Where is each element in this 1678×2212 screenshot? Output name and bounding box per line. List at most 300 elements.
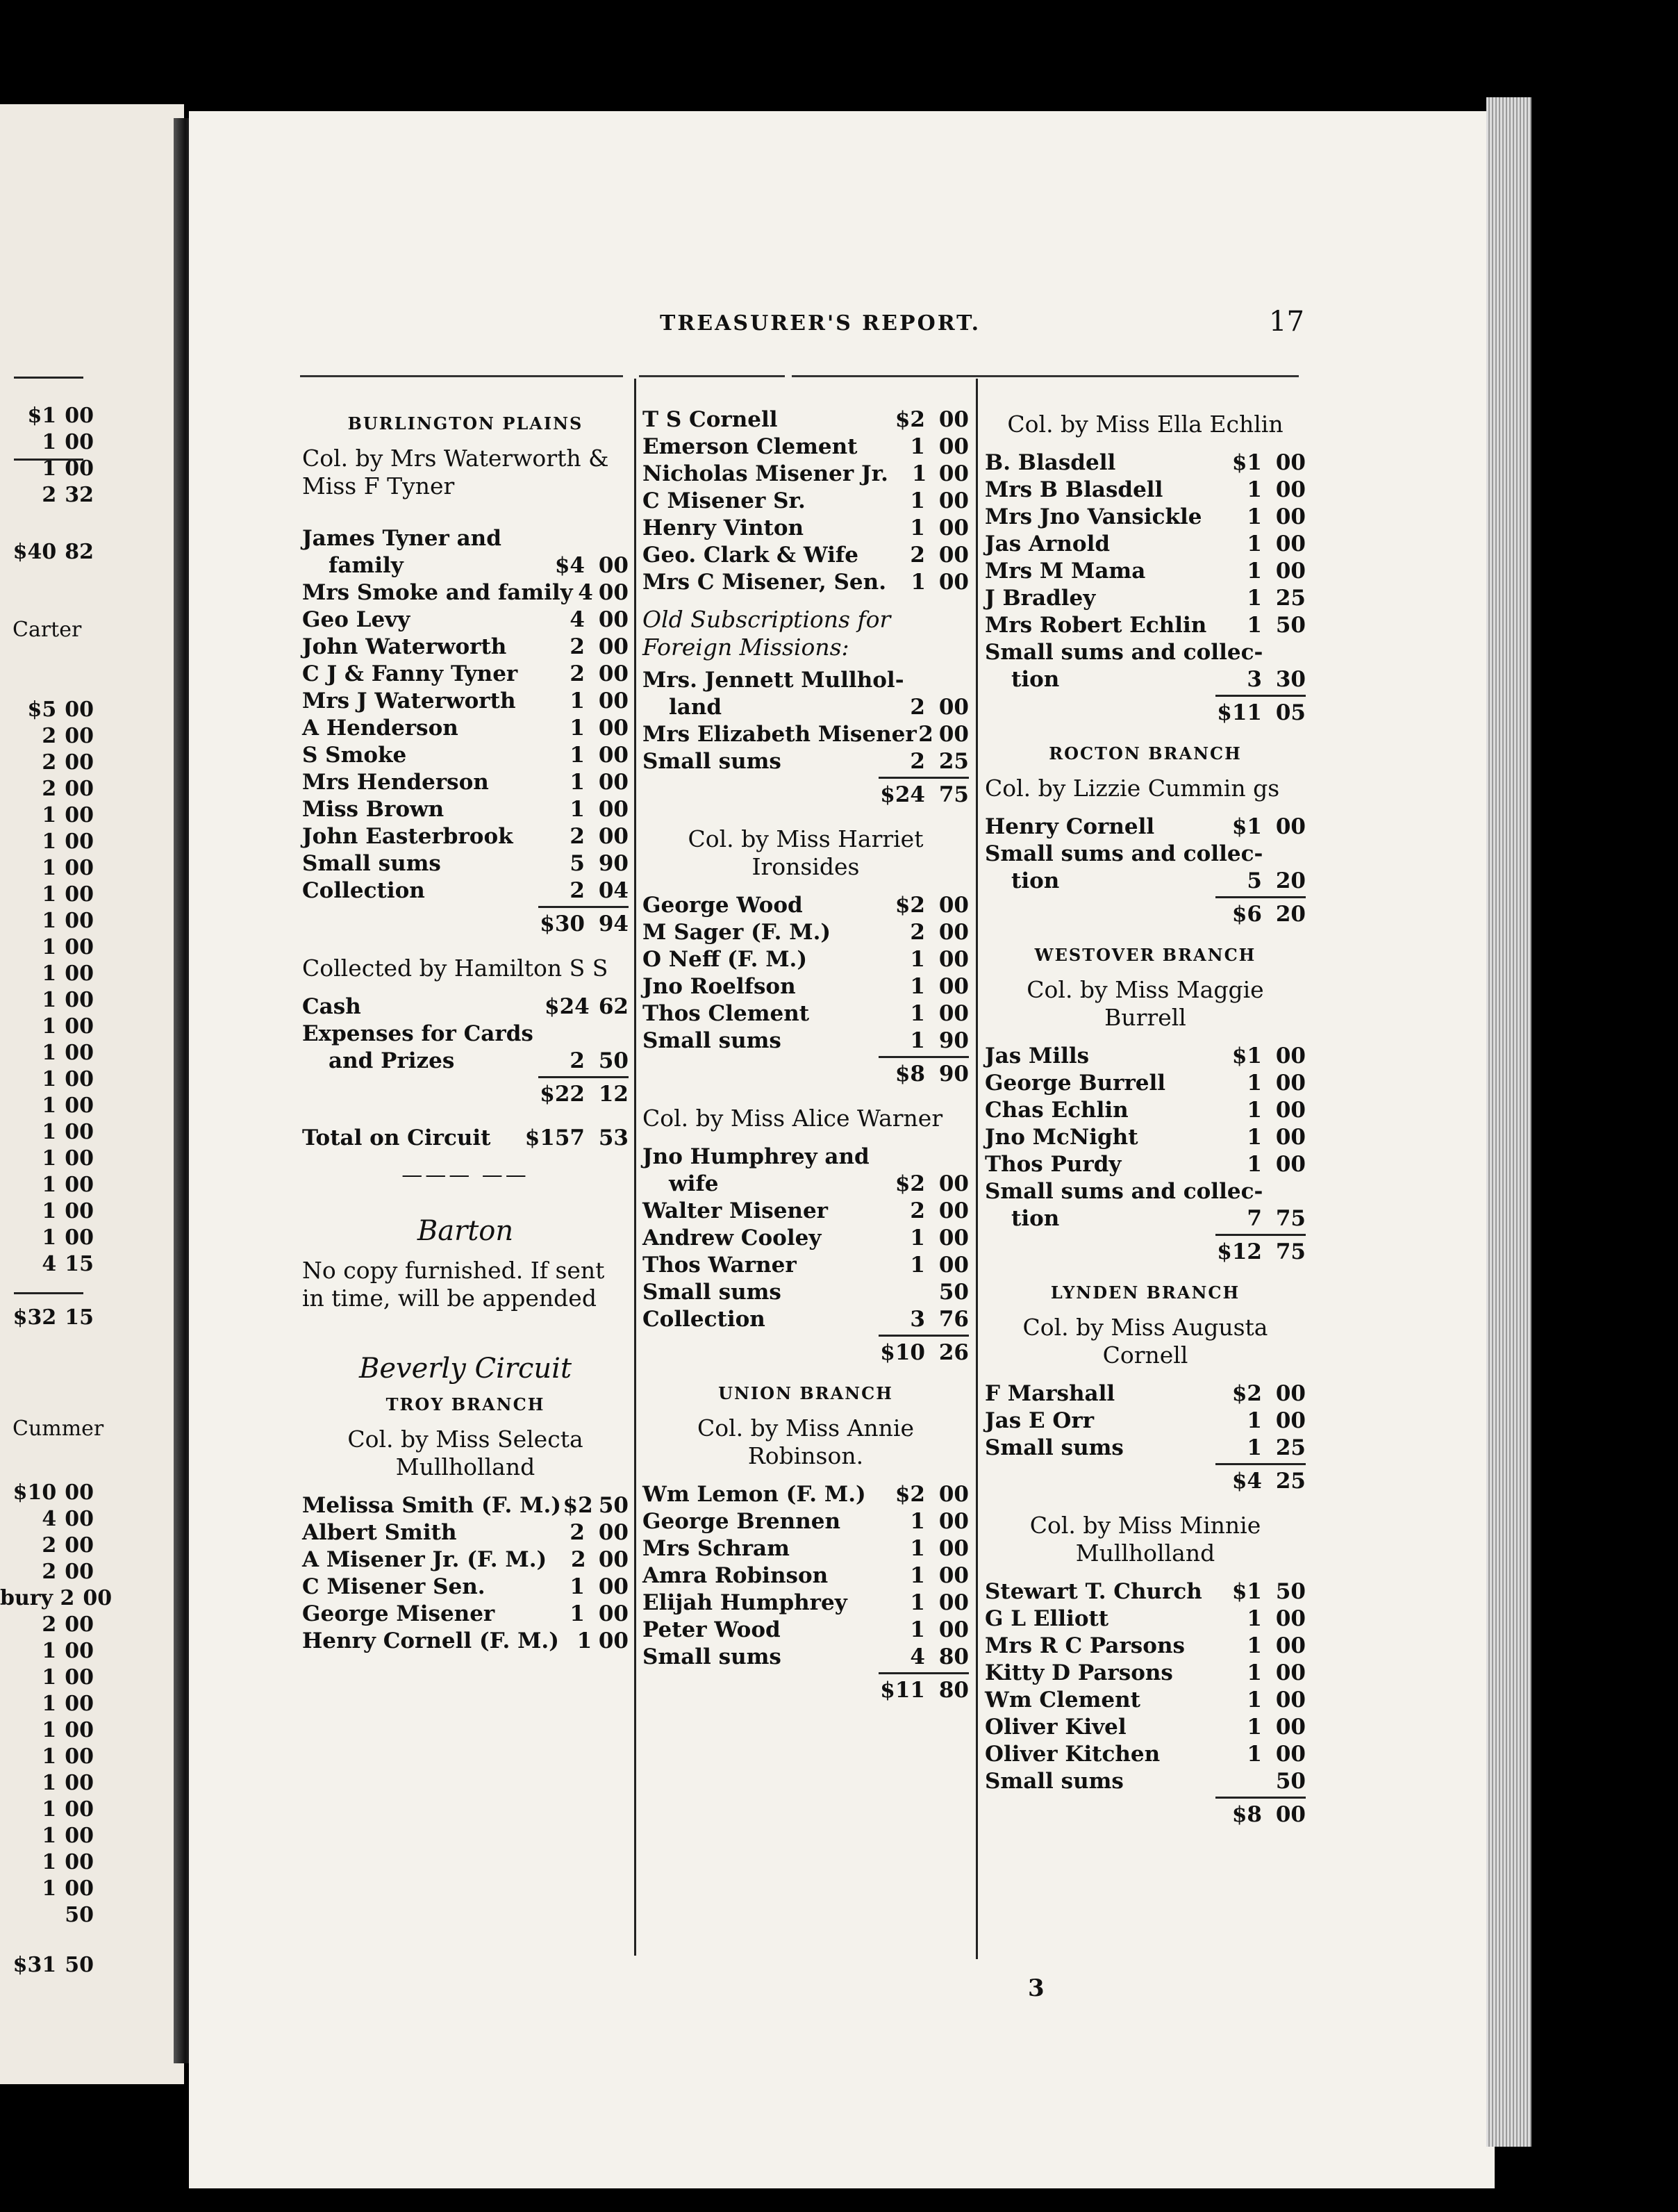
- section-westover-branch: WESTOVER BRANCH: [1034, 945, 1256, 965]
- left-amount-cents: 00: [65, 1093, 94, 1118]
- section-union-branch: UNION BRANCH: [718, 1383, 893, 1403]
- left-amount-dollars: 1: [42, 988, 57, 1012]
- ledger-entry: [985, 814, 1306, 841]
- entry-cents: 00: [938, 407, 969, 432]
- entry-name: T S Cornell: [642, 407, 778, 432]
- ledger-entry: [985, 504, 1306, 531]
- ledger-entry: [302, 1574, 629, 1601]
- entry-name: M Sager (F. M.): [642, 920, 831, 945]
- entry-name: Mrs Robert Echlin: [985, 613, 1207, 638]
- left-amount-dollars: $1: [27, 404, 57, 428]
- left-amount-cents: 00: [65, 1824, 94, 1848]
- entry-cents: 00: [1275, 477, 1306, 502]
- left-amount: [0, 776, 94, 802]
- left-amount-cents: 00: [65, 1014, 94, 1039]
- entry-cents: 00: [598, 743, 629, 768]
- ledger-entry: [642, 406, 969, 434]
- entry-name: Henry Cornell (F. M.): [302, 1628, 559, 1653]
- entry-cents: 00: [1275, 1715, 1306, 1740]
- entry-dollars: 2: [570, 824, 585, 849]
- left-amount: [0, 987, 94, 1014]
- left-amount: [0, 750, 94, 776]
- entry-name: Elijah Humphrey: [642, 1590, 847, 1615]
- entry-name: Geo Levy: [302, 607, 410, 632]
- entry-dollars: $1: [1231, 814, 1262, 839]
- left-amount-dollars: 1: [42, 1225, 57, 1250]
- ledger-entry: [642, 721, 969, 748]
- ledger-entry: [642, 892, 969, 919]
- entry-cents: 00: [598, 1574, 629, 1599]
- entry-name: tion: [1011, 868, 1060, 893]
- entry-dollars: $2: [895, 1482, 925, 1507]
- left-amount-dollars: 1: [42, 961, 57, 986]
- ledger-entry: [985, 612, 1306, 639]
- entry-name: George Brennen: [642, 1509, 840, 1534]
- total-union: $11 80: [642, 1676, 969, 1704]
- left-amount-cents: 00: [65, 1480, 94, 1505]
- entry-dollars: 1: [910, 1001, 925, 1026]
- entry-name: Amra Robinson: [642, 1563, 829, 1588]
- entry-name: Henry Cornell: [985, 814, 1155, 839]
- column-3: [985, 406, 1306, 1845]
- entry-cents: 00: [598, 824, 629, 849]
- ledger-entry: [642, 919, 969, 946]
- left-amount-dollars: $10: [13, 1480, 57, 1505]
- ledger-entry: [985, 1741, 1306, 1768]
- entry-dollars: 2: [910, 920, 925, 945]
- entry-cents: 00: [938, 1509, 969, 1534]
- total-ironsides: $8 90: [642, 1060, 969, 1088]
- entry-name: Oliver Kivel: [985, 1715, 1127, 1740]
- left-amount-cents: 00: [65, 830, 94, 854]
- ledger-entry: [302, 742, 629, 769]
- left-amount-cents: 00: [65, 1560, 94, 1584]
- ledger-entry: [302, 606, 629, 634]
- left-amount: [0, 829, 94, 855]
- ledger-entry: [642, 748, 969, 775]
- entry-cents: 00: [938, 1171, 969, 1196]
- ledger-entry: [985, 1660, 1306, 1687]
- left-amount-cents: 00: [65, 1718, 94, 1742]
- total-hamilton: $22 12: [302, 1080, 629, 1108]
- entry-cents: 00: [598, 1520, 629, 1545]
- ledger-entry: [985, 841, 1306, 868]
- entry-name: Mrs. Jennett Mullhol-: [642, 668, 904, 693]
- entry-cents: 00: [1275, 1660, 1306, 1685]
- ledger-entry: [642, 1225, 969, 1252]
- entry-name: J Bradley: [985, 586, 1096, 611]
- left-amount-cents: 15: [65, 1252, 94, 1276]
- entry-name: John Easterbrook: [302, 824, 513, 849]
- ledger-entry: [302, 1048, 629, 1075]
- ledger-entry: [302, 715, 629, 742]
- ledger-entry: [302, 634, 629, 661]
- ledger-entry: [985, 1633, 1306, 1660]
- entry-cents: 00: [598, 688, 629, 713]
- left-amount-cents: 00: [65, 1507, 94, 1531]
- entry-name: Cash: [302, 994, 361, 1019]
- entry-cents: 50: [598, 1493, 629, 1518]
- entry-cents: 00: [598, 1628, 629, 1653]
- ledger-entry: [985, 1070, 1306, 1097]
- entry-cents: 04: [598, 878, 629, 903]
- ledger-entry: [985, 1578, 1306, 1606]
- entry-name: Small sums: [642, 1644, 781, 1669]
- entry-cents: 00: [1275, 1381, 1306, 1406]
- entry-dollars: 1: [910, 434, 925, 459]
- left-amount-cents: 00: [65, 724, 94, 748]
- entry-cents: 00: [938, 461, 969, 486]
- ledger-entry: [302, 688, 629, 715]
- left-amount-dollars: 1: [42, 1041, 57, 1065]
- entry-name: George Misener: [302, 1601, 495, 1626]
- left-amount: [0, 1480, 94, 1506]
- entry-dollars: 3: [910, 1307, 925, 1332]
- left-amount-cents: 00: [65, 430, 94, 454]
- entry-cents: 00: [1275, 531, 1306, 556]
- left-amount-dollars: 1: [42, 1639, 57, 1663]
- ledger-entry: [642, 667, 969, 694]
- left-amount-dollars: 1: [42, 830, 57, 854]
- left-amount: [0, 802, 94, 829]
- entry-cents: 00: [938, 1198, 969, 1223]
- entry-cents: 00: [938, 947, 969, 972]
- entry-dollars: 1: [570, 1574, 585, 1599]
- left-amount-dollars: $40: [13, 540, 57, 564]
- entry-name: John Waterworth: [302, 634, 507, 659]
- col-by-mullholland: Col. by Miss Selecta Mullholland: [347, 1426, 583, 1480]
- entry-dollars: 1: [570, 1601, 585, 1626]
- entry-dollars: 4: [910, 1644, 925, 1669]
- entry-dollars: 1: [1247, 1098, 1262, 1123]
- left-amount-dollars: 1: [42, 430, 57, 454]
- entry-cents: 00: [938, 434, 969, 459]
- ledger-entry: [642, 1000, 969, 1027]
- entry-name: Collection: [302, 878, 425, 903]
- entry-dollars: 1: [910, 1590, 925, 1615]
- entry-name: Mrs Henderson: [302, 770, 489, 795]
- left-amount-cents: 00: [65, 1120, 94, 1144]
- entries-ironsides: [642, 892, 969, 1055]
- ledger-entry: [642, 461, 969, 488]
- entry-dollars: $4: [554, 553, 585, 578]
- ledger-entry: [642, 1481, 969, 1508]
- entry-dollars: $1: [1231, 1579, 1262, 1604]
- left-amount-dollars: 1: [42, 1718, 57, 1742]
- entries-minnie-mullholland: [985, 1578, 1306, 1795]
- entry-name: Andrew Cooley: [642, 1225, 822, 1251]
- left-amount-cents: 00: [65, 1173, 94, 1197]
- entry-cents: 00: [598, 1547, 629, 1572]
- entry-dollars: 1: [911, 461, 927, 486]
- left-amount-cents: 00: [65, 777, 94, 801]
- entry-cents: 20: [1275, 868, 1306, 893]
- left-amount: [0, 1952, 94, 1979]
- left-amount-dollars: 1: [42, 1692, 57, 1716]
- entry-dollars: 1: [910, 488, 925, 513]
- entry-name: Small sums: [642, 1028, 781, 1053]
- entry-cents: 00: [938, 974, 969, 999]
- left-amount-cents: 00: [65, 856, 94, 880]
- entry-name: C Misener Sr.: [642, 488, 806, 513]
- left-amount: [0, 429, 94, 456]
- entry-name: Mrs Schram: [642, 1536, 790, 1561]
- left-amount: [0, 697, 94, 723]
- left-amount: [0, 882, 94, 908]
- ledger-entry: [642, 488, 969, 515]
- left-total-rule: [14, 459, 83, 461]
- entry-cents: 50: [598, 1048, 629, 1073]
- entry-name: Jas E Orr: [985, 1408, 1095, 1433]
- entries-troy-continued: [642, 406, 969, 596]
- ledger-entry: [642, 1535, 969, 1562]
- entry-cents: 00: [938, 893, 969, 918]
- left-amount: [0, 1691, 94, 1717]
- entry-cents: 00: [938, 1001, 969, 1026]
- entry-name: Jno Humphrey and: [642, 1144, 870, 1169]
- barton-note: No copy furnished. If sent in time, will be appended: [302, 1257, 605, 1312]
- entry-name: Oliver Kitchen: [985, 1742, 1161, 1767]
- ledger-entry: [642, 1279, 969, 1306]
- section-lynden-branch: LYNDEN BRANCH: [1050, 1282, 1240, 1303]
- entry-name: Mrs Elizabeth Misener: [642, 722, 917, 747]
- entry-dollars: $2: [1231, 1381, 1262, 1406]
- entry-name: Wm Clement: [985, 1687, 1140, 1712]
- ledger-entry: [985, 1124, 1306, 1151]
- left-amount-dollars: 1: [42, 1014, 57, 1039]
- entry-dollars: 2: [570, 1547, 586, 1572]
- ledger-entry: [302, 1628, 629, 1655]
- entry-cents: 00: [598, 1601, 629, 1626]
- col-by-warner: Col. by Miss Alice Warner: [642, 1105, 943, 1132]
- entry-cents: 00: [1275, 1687, 1306, 1712]
- total-minnie-mullholland: $8 00: [985, 1801, 1306, 1829]
- left-amount-cents: 00: [65, 1639, 94, 1663]
- left-amount: [0, 403, 94, 429]
- ledger-entry: [642, 1508, 969, 1535]
- entry-name: A Henderson: [302, 716, 458, 741]
- entry-cents: 00: [938, 515, 969, 540]
- entry-name: C J & Fanny Tyner: [302, 661, 518, 686]
- entry-name: Kitty D Parsons: [985, 1660, 1173, 1685]
- entry-name: Mrs Jno Vansickle: [985, 504, 1202, 529]
- entry-name: Mrs J Waterworth: [302, 688, 516, 713]
- ledger-entry: [302, 1601, 629, 1628]
- entry-dollars: $1: [1231, 450, 1262, 475]
- ledger-entry: [985, 449, 1306, 477]
- col-by-minnie-mullholland: Col. by Miss Minnie Mullholland: [1029, 1512, 1261, 1567]
- ledger-entry: [985, 585, 1306, 612]
- entry-name: Albert Smith: [302, 1520, 457, 1545]
- ledger-entry: [302, 579, 629, 606]
- entry-name: George Wood: [642, 893, 803, 918]
- left-amount-cents: 00: [65, 1771, 94, 1795]
- ledger-entry: [985, 868, 1306, 895]
- ledger-entry: [985, 1380, 1306, 1408]
- left-amount: [0, 1717, 94, 1744]
- left-amount-cents: 00: [65, 1612, 94, 1637]
- left-amount-dollars: $5: [27, 698, 57, 722]
- left-amount-cents: 00: [65, 1225, 94, 1250]
- left-amount-cents: 00: [65, 803, 94, 827]
- left-amount-dollars: 2: [42, 724, 57, 748]
- entry-cents: 00: [598, 553, 629, 578]
- left-amount: [0, 1146, 94, 1172]
- entry-name: Small sums and collec-: [985, 1179, 1263, 1204]
- entry-dollars: 1: [1247, 504, 1262, 529]
- entry-dollars: 1: [911, 570, 926, 595]
- ledger-entry: [302, 661, 629, 688]
- entry-dollars: 1: [1247, 1408, 1262, 1433]
- ledger-entry: [642, 515, 969, 542]
- total-rocton: $6 20: [985, 900, 1306, 928]
- entry-name: A Misener Jr. (F. M.): [302, 1547, 547, 1572]
- entry-dollars: 1: [1247, 559, 1262, 584]
- entries-warner: [642, 1144, 969, 1333]
- left-amount: [0, 855, 94, 882]
- left-amount: [0, 723, 94, 750]
- section-dash: ——— ——: [401, 1163, 529, 1187]
- entry-dollars: 1: [910, 1563, 925, 1588]
- col-by-robinson: Col. by Miss Annie Robinson.: [697, 1414, 915, 1469]
- entry-name: Thos Warner: [642, 1253, 797, 1278]
- entry-cents: 00: [1275, 1633, 1306, 1658]
- ledger-entry: [302, 993, 629, 1021]
- left-amount-dollars: 2: [42, 1560, 57, 1584]
- entry-cents: 75: [1275, 1206, 1306, 1231]
- entry-dollars: 2: [570, 878, 585, 903]
- entry-dollars: 1: [1247, 586, 1262, 611]
- ledger-entry: [302, 1492, 629, 1519]
- left-amount-dollars: 1: [42, 1146, 57, 1171]
- section-burlington-plains: BURLINGTON PLAINS: [347, 413, 583, 434]
- page-number: 17: [1269, 306, 1304, 338]
- entries-old-subscriptions: [642, 667, 969, 775]
- entry-cents: 50: [1275, 1769, 1306, 1794]
- entry-name: James Tyner and: [302, 526, 501, 551]
- left-amount: [0, 1506, 94, 1533]
- entry-cents: 00: [938, 1590, 969, 1615]
- ledger-entry: [985, 666, 1306, 693]
- ledger-entry: [302, 877, 629, 905]
- left-amount: [0, 1744, 94, 1770]
- entry-cents: 00: [938, 1482, 969, 1507]
- entry-dollars: 1: [570, 688, 585, 713]
- entry-name: Melissa Smith (F. M.): [302, 1493, 561, 1518]
- ledger-entry: [642, 1644, 969, 1671]
- entry-cents: 50: [1275, 613, 1306, 638]
- ledger-entry: [642, 434, 969, 461]
- ledger-entry: [302, 796, 629, 823]
- left-amount-dollars: $31: [13, 1953, 57, 1977]
- entries-union: [642, 1481, 969, 1671]
- left-amount: [0, 1585, 113, 1612]
- ledger-entry: [302, 850, 629, 877]
- entry-name: Mrs B Blasdell: [985, 477, 1163, 502]
- entry-cents: 25: [1275, 586, 1306, 611]
- entry-name: Mrs M Mama: [985, 559, 1146, 584]
- left-amount: [0, 934, 94, 961]
- entries-burlington: [302, 525, 629, 905]
- left-amount-cents: 00: [65, 988, 94, 1012]
- ledger-entry: [985, 1606, 1306, 1633]
- left-amount: [0, 539, 94, 566]
- left-amount-dollars: 1: [42, 1120, 57, 1144]
- entries-troy: [302, 1492, 629, 1655]
- entry-cents: 00: [1275, 559, 1306, 584]
- left-amount-cents: 00: [65, 1850, 94, 1874]
- left-amount-cents: 15: [65, 1305, 94, 1330]
- left-amount: [0, 908, 94, 934]
- ledger-entry: [642, 1306, 969, 1333]
- entry-name: Small sums: [642, 749, 781, 774]
- entry-cents: 50: [1275, 1579, 1306, 1604]
- left-amount: [0, 1902, 94, 1929]
- entry-name: S Smoke: [302, 743, 407, 768]
- entry-name: George Burrell: [985, 1071, 1166, 1096]
- left-amount-dollars: 1: [42, 935, 57, 959]
- entry-cents: 00: [1275, 1071, 1306, 1096]
- entry-name: Small sums and collec-: [985, 640, 1263, 665]
- entry-name: Small sums and collec-: [985, 841, 1263, 866]
- head-rule-2: [639, 375, 785, 377]
- entry-dollars: 2: [570, 1520, 585, 1545]
- entry-name: Expenses for Cards: [302, 1021, 533, 1046]
- entry-dollars: 1: [910, 1225, 925, 1251]
- entry-cents: 00: [938, 488, 969, 513]
- entry-name: Jas Mills: [985, 1043, 1090, 1068]
- col-by-ironsides: Col. by Miss Harriet Ironsides: [688, 825, 924, 880]
- entry-dollars: 1: [1247, 1660, 1262, 1685]
- entry-dollars: 1: [1247, 1435, 1262, 1460]
- left-amount-dollars: $32: [13, 1305, 57, 1330]
- entry-cents: 00: [938, 1225, 969, 1251]
- ledger-entry: [985, 1043, 1306, 1070]
- entry-dollars: 1: [570, 770, 585, 795]
- entry-dollars: 1: [576, 1628, 592, 1653]
- ledger-entry: [642, 1027, 969, 1055]
- entry-cents: 00: [938, 695, 969, 720]
- entry-dollars: 1: [1247, 531, 1262, 556]
- collected-by-hamilton: Collected by Hamilton S S: [302, 955, 608, 982]
- entry-dollars: 1: [570, 797, 585, 822]
- ledger-entry: [642, 1252, 969, 1279]
- column-2: [642, 406, 969, 1721]
- entry-dollars: $2: [895, 1171, 925, 1196]
- entry-cents: 76: [938, 1307, 969, 1332]
- entry-cents: 00: [1275, 1606, 1306, 1631]
- left-amount: [0, 1305, 94, 1331]
- entry-dollars: 1: [910, 974, 925, 999]
- left-amount: [0, 1093, 94, 1119]
- left-amount-dollars: 2: [42, 750, 57, 775]
- entry-cents: 00: [938, 1563, 969, 1588]
- ledger-entry: [642, 1198, 969, 1225]
- entry-name: Small sums: [985, 1769, 1124, 1794]
- left-amount-dollars: 1: [42, 1067, 57, 1091]
- entry-dollars: 1: [1247, 1152, 1262, 1177]
- ledger-entry: [302, 1546, 629, 1574]
- left-amount-dollars: 1: [42, 1771, 57, 1795]
- entry-name: G L Elliott: [985, 1606, 1109, 1631]
- entry-cents: 00: [1275, 1408, 1306, 1433]
- entry-name: Jno McNight: [985, 1125, 1138, 1150]
- left-amount-cents: 00: [65, 1797, 94, 1822]
- entry-name: Small sums: [985, 1435, 1124, 1460]
- entry-name: Geo. Clark & Wife: [642, 543, 858, 568]
- left-amount-cents: 00: [65, 1146, 94, 1171]
- left-amount-cents: 00: [65, 456, 94, 481]
